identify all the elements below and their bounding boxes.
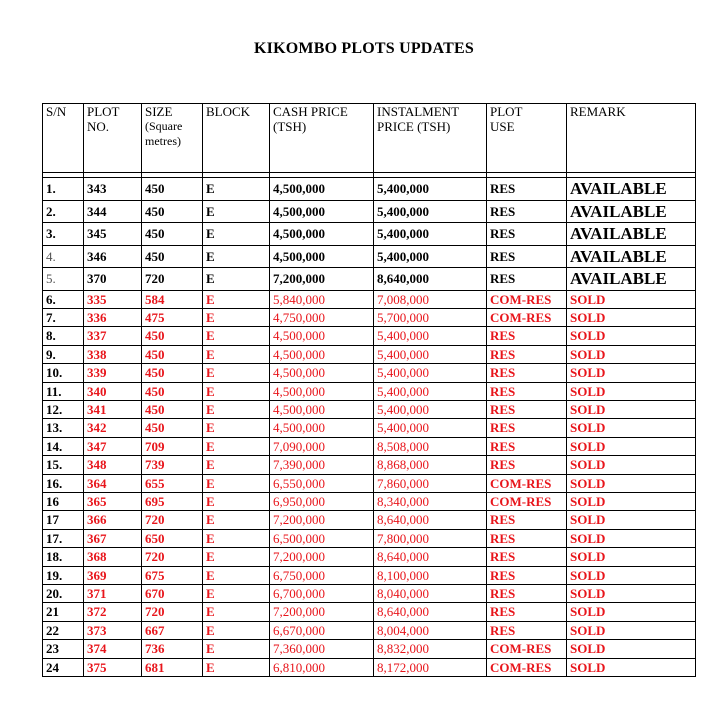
cell-cash-price: 4,500,000 (270, 400, 374, 418)
cell-plot-no: 364 (84, 474, 142, 492)
cell-size: 667 (142, 621, 203, 639)
table-row (43, 382, 696, 400)
cell-instalment-price: 5,400,000 (374, 400, 487, 418)
cell-plot-no: 343 (84, 178, 142, 201)
cell-size: 450 (142, 245, 203, 268)
cell-size: 450 (142, 223, 203, 246)
cell-size: 450 (142, 419, 203, 437)
cell-cash-price: 6,810,000 (270, 658, 374, 676)
cell-instalment-price: 5,400,000 (374, 200, 487, 223)
col-header-sn: S/N (43, 104, 84, 173)
cell-plot-use: RES (487, 419, 567, 437)
cell-sn: 1. (43, 178, 84, 201)
cell-remark: SOLD (567, 400, 696, 418)
cell-sn: 16. (43, 474, 84, 492)
cell-sn: 4. (43, 245, 84, 268)
cell-block: E (203, 364, 270, 382)
cell-cash-price: 7,200,000 (270, 603, 374, 621)
cell-cash-price: 4,500,000 (270, 382, 374, 400)
cell-instalment-price: 5,400,000 (374, 245, 487, 268)
col-header-plot-use: PLOT USE (487, 104, 567, 173)
cell-size: 650 (142, 529, 203, 547)
cell-instalment-price: 5,400,000 (374, 419, 487, 437)
cell-plot-no: 370 (84, 268, 142, 291)
cell-plot-no: 365 (84, 492, 142, 510)
cell-sn: 8. (43, 327, 84, 345)
cell-plot-no: 346 (84, 245, 142, 268)
table-row (43, 529, 696, 547)
cell-remark: SOLD (567, 603, 696, 621)
cell-block: E (203, 437, 270, 455)
table-row (43, 437, 696, 455)
table-row (43, 223, 696, 246)
cell-size: 584 (142, 290, 203, 308)
cell-plot-use: RES (487, 223, 567, 246)
cell-plot-no: 338 (84, 345, 142, 363)
cell-sn: 17. (43, 529, 84, 547)
cell-instalment-price: 7,008,000 (374, 290, 487, 308)
cell-plot-no: 371 (84, 585, 142, 603)
cell-plot-use: COM-RES (487, 290, 567, 308)
cell-cash-price: 7,360,000 (270, 640, 374, 658)
cell-size: 720 (142, 268, 203, 291)
table-row (43, 621, 696, 639)
table-row (43, 400, 696, 418)
cell-plot-use: COM-RES (487, 474, 567, 492)
cell-instalment-price: 8,040,000 (374, 585, 487, 603)
cell-plot-use: RES (487, 268, 567, 291)
cell-sn: 24 (43, 658, 84, 676)
cell-remark: AVAILABLE (567, 268, 696, 291)
cell-plot-use: RES (487, 511, 567, 529)
cell-block: E (203, 327, 270, 345)
cell-sn: 10. (43, 364, 84, 382)
cell-size: 450 (142, 400, 203, 418)
cell-instalment-price: 8,640,000 (374, 511, 487, 529)
cell-plot-no: 367 (84, 529, 142, 547)
cell-plot-no: 347 (84, 437, 142, 455)
table-row (43, 290, 696, 308)
cell-cash-price: 4,500,000 (270, 327, 374, 345)
cell-instalment-price: 8,640,000 (374, 603, 487, 621)
cell-cash-price: 7,390,000 (270, 456, 374, 474)
cell-plot-use: RES (487, 585, 567, 603)
cell-size: 695 (142, 492, 203, 510)
cell-size: 681 (142, 658, 203, 676)
cell-instalment-price: 8,100,000 (374, 566, 487, 584)
table-body (43, 178, 696, 677)
cell-plot-no: 372 (84, 603, 142, 621)
cell-plot-use: RES (487, 566, 567, 584)
cell-block: E (203, 658, 270, 676)
cell-cash-price: 7,200,000 (270, 511, 374, 529)
cell-plot-no: 373 (84, 621, 142, 639)
cell-remark: SOLD (567, 585, 696, 603)
cell-size: 675 (142, 566, 203, 584)
cell-remark: SOLD (567, 437, 696, 455)
cell-sn: 3. (43, 223, 84, 246)
cell-size: 720 (142, 511, 203, 529)
cell-instalment-price: 5,400,000 (374, 223, 487, 246)
table-row (43, 456, 696, 474)
cell-remark: SOLD (567, 364, 696, 382)
cell-block: E (203, 640, 270, 658)
cell-sn: 22 (43, 621, 84, 639)
cell-plot-use: RES (487, 621, 567, 639)
cell-plot-use: RES (487, 327, 567, 345)
cell-remark: SOLD (567, 511, 696, 529)
cell-remark: SOLD (567, 566, 696, 584)
cell-cash-price: 6,550,000 (270, 474, 374, 492)
cell-sn: 9. (43, 345, 84, 363)
table-row (43, 658, 696, 676)
col-header-block: BLOCK (203, 104, 270, 173)
cell-plot-use: RES (487, 400, 567, 418)
table-row (43, 640, 696, 658)
cell-cash-price: 4,500,000 (270, 178, 374, 201)
cell-sn: 11. (43, 382, 84, 400)
cell-cash-price: 4,500,000 (270, 419, 374, 437)
cell-block: E (203, 223, 270, 246)
cell-remark: SOLD (567, 621, 696, 639)
table-header-row (43, 104, 696, 173)
cell-size: 655 (142, 474, 203, 492)
cell-block: E (203, 345, 270, 363)
cell-plot-no: 348 (84, 456, 142, 474)
cell-sn: 12. (43, 400, 84, 418)
cell-cash-price: 4,500,000 (270, 245, 374, 268)
cell-size: 450 (142, 364, 203, 382)
col-header-cash-price: CASH PRICE (TSH) (270, 104, 374, 173)
cell-instalment-price: 8,508,000 (374, 437, 487, 455)
table-row (43, 308, 696, 326)
cell-sn: 13. (43, 419, 84, 437)
table-row (43, 603, 696, 621)
cell-size: 450 (142, 345, 203, 363)
cell-size: 709 (142, 437, 203, 455)
cell-instalment-price: 5,400,000 (374, 178, 487, 201)
cell-block: E (203, 178, 270, 201)
cell-plot-use: RES (487, 364, 567, 382)
cell-block: E (203, 585, 270, 603)
cell-remark: SOLD (567, 474, 696, 492)
table-row (43, 364, 696, 382)
cell-cash-price: 5,840,000 (270, 290, 374, 308)
cell-block: E (203, 492, 270, 510)
table-row (43, 268, 696, 291)
cell-block: E (203, 419, 270, 437)
cell-block: E (203, 200, 270, 223)
cell-remark: SOLD (567, 492, 696, 510)
cell-plot-use: COM-RES (487, 308, 567, 326)
cell-cash-price: 4,500,000 (270, 364, 374, 382)
cell-sn: 14. (43, 437, 84, 455)
table-row (43, 566, 696, 584)
cell-sn: 17 (43, 511, 84, 529)
cell-block: E (203, 529, 270, 547)
cell-instalment-price: 8,004,000 (374, 621, 487, 639)
cell-cash-price: 4,500,000 (270, 200, 374, 223)
cell-size: 450 (142, 327, 203, 345)
page-title: KIKOMBO PLOTS UPDATES (254, 40, 474, 57)
cell-cash-price: 6,950,000 (270, 492, 374, 510)
col-header-plot-no: PLOT NO. (84, 104, 142, 173)
cell-instalment-price: 8,832,000 (374, 640, 487, 658)
cell-cash-price: 4,750,000 (270, 308, 374, 326)
cell-sn: 18. (43, 548, 84, 566)
cell-sn: 19. (43, 566, 84, 584)
cell-plot-no: 335 (84, 290, 142, 308)
cell-remark: AVAILABLE (567, 223, 696, 246)
cell-block: E (203, 474, 270, 492)
cell-remark: SOLD (567, 456, 696, 474)
cell-instalment-price: 7,860,000 (374, 474, 487, 492)
cell-plot-use: RES (487, 548, 567, 566)
cell-remark: SOLD (567, 658, 696, 676)
cell-instalment-price: 7,800,000 (374, 529, 487, 547)
cell-instalment-price: 8,172,000 (374, 658, 487, 676)
cell-plot-use: RES (487, 456, 567, 474)
cell-remark: SOLD (567, 382, 696, 400)
cell-sn: 16 (43, 492, 84, 510)
cell-instalment-price: 8,868,000 (374, 456, 487, 474)
cell-remark: AVAILABLE (567, 178, 696, 201)
table-row (43, 511, 696, 529)
cell-cash-price: 7,200,000 (270, 268, 374, 291)
cell-cash-price: 7,200,000 (270, 548, 374, 566)
cell-block: E (203, 308, 270, 326)
cell-instalment-price: 5,400,000 (374, 364, 487, 382)
table-row (43, 327, 696, 345)
cell-sn: 20. (43, 585, 84, 603)
cell-plot-no: 366 (84, 511, 142, 529)
cell-plot-use: COM-RES (487, 658, 567, 676)
table-row (43, 492, 696, 510)
cell-remark: AVAILABLE (567, 200, 696, 223)
cell-remark: SOLD (567, 419, 696, 437)
cell-cash-price: 7,090,000 (270, 437, 374, 455)
cell-sn: 23 (43, 640, 84, 658)
cell-plot-use: RES (487, 382, 567, 400)
cell-cash-price: 6,750,000 (270, 566, 374, 584)
cell-cash-price: 6,670,000 (270, 621, 374, 639)
cell-block: E (203, 548, 270, 566)
cell-plot-no: 368 (84, 548, 142, 566)
cell-cash-price: 6,500,000 (270, 529, 374, 547)
cell-sn: 2. (43, 200, 84, 223)
cell-plot-no: 345 (84, 223, 142, 246)
cell-plot-use: COM-RES (487, 492, 567, 510)
cell-instalment-price: 8,340,000 (374, 492, 487, 510)
cell-remark: SOLD (567, 290, 696, 308)
cell-block: E (203, 290, 270, 308)
cell-block: E (203, 456, 270, 474)
cell-remark: SOLD (567, 529, 696, 547)
cell-remark: SOLD (567, 308, 696, 326)
cell-plot-no: 369 (84, 566, 142, 584)
cell-plot-no: 340 (84, 382, 142, 400)
cell-size: 720 (142, 603, 203, 621)
cell-cash-price: 4,500,000 (270, 223, 374, 246)
cell-plot-use: RES (487, 345, 567, 363)
cell-block: E (203, 245, 270, 268)
cell-plot-use: RES (487, 245, 567, 268)
cell-block: E (203, 382, 270, 400)
table-row (43, 548, 696, 566)
cell-plot-use: RES (487, 178, 567, 201)
cell-plot-no: 339 (84, 364, 142, 382)
table-row (43, 245, 696, 268)
cell-sn: 21 (43, 603, 84, 621)
cell-plot-use: RES (487, 603, 567, 621)
cell-plot-no: 342 (84, 419, 142, 437)
cell-plot-use: COM-RES (487, 640, 567, 658)
cell-block: E (203, 603, 270, 621)
col-header-instalment-price: INSTALMENT PRICE (TSH) (374, 104, 487, 173)
cell-size: 475 (142, 308, 203, 326)
cell-block: E (203, 400, 270, 418)
cell-size: 670 (142, 585, 203, 603)
cell-plot-no: 336 (84, 308, 142, 326)
cell-plot-use: RES (487, 200, 567, 223)
col-header-size: SIZE (Square metres) (142, 104, 203, 173)
cell-block: E (203, 566, 270, 584)
table-row (43, 345, 696, 363)
cell-sn: 15. (43, 456, 84, 474)
col-header-remark: REMARK (567, 104, 696, 173)
table-row (43, 178, 696, 201)
cell-plot-no: 344 (84, 200, 142, 223)
table-row (43, 419, 696, 437)
table-row (43, 585, 696, 603)
cell-size: 450 (142, 382, 203, 400)
cell-instalment-price: 5,400,000 (374, 327, 487, 345)
table-row (43, 474, 696, 492)
cell-size: 450 (142, 178, 203, 201)
cell-size: 720 (142, 548, 203, 566)
cell-plot-no: 337 (84, 327, 142, 345)
cell-size: 739 (142, 456, 203, 474)
cell-size: 450 (142, 200, 203, 223)
cell-remark: SOLD (567, 327, 696, 345)
cell-remark: SOLD (567, 345, 696, 363)
cell-instalment-price: 5,400,000 (374, 345, 487, 363)
cell-instalment-price: 5,400,000 (374, 382, 487, 400)
cell-instalment-price: 8,640,000 (374, 548, 487, 566)
cell-remark: SOLD (567, 640, 696, 658)
cell-instalment-price: 8,640,000 (374, 268, 487, 291)
table-row (43, 200, 696, 223)
cell-block: E (203, 268, 270, 291)
cell-plot-use: RES (487, 529, 567, 547)
cell-cash-price: 4,500,000 (270, 345, 374, 363)
cell-block: E (203, 511, 270, 529)
cell-remark: AVAILABLE (567, 245, 696, 268)
cell-sn: 7. (43, 308, 84, 326)
cell-sn: 6. (43, 290, 84, 308)
cell-plot-no: 374 (84, 640, 142, 658)
cell-plot-no: 375 (84, 658, 142, 676)
cell-instalment-price: 5,700,000 (374, 308, 487, 326)
plots-table (42, 103, 696, 677)
cell-block: E (203, 621, 270, 639)
cell-remark: SOLD (567, 548, 696, 566)
cell-plot-no: 341 (84, 400, 142, 418)
cell-plot-use: RES (487, 437, 567, 455)
cell-cash-price: 6,700,000 (270, 585, 374, 603)
cell-size: 736 (142, 640, 203, 658)
cell-sn: 5. (43, 268, 84, 291)
